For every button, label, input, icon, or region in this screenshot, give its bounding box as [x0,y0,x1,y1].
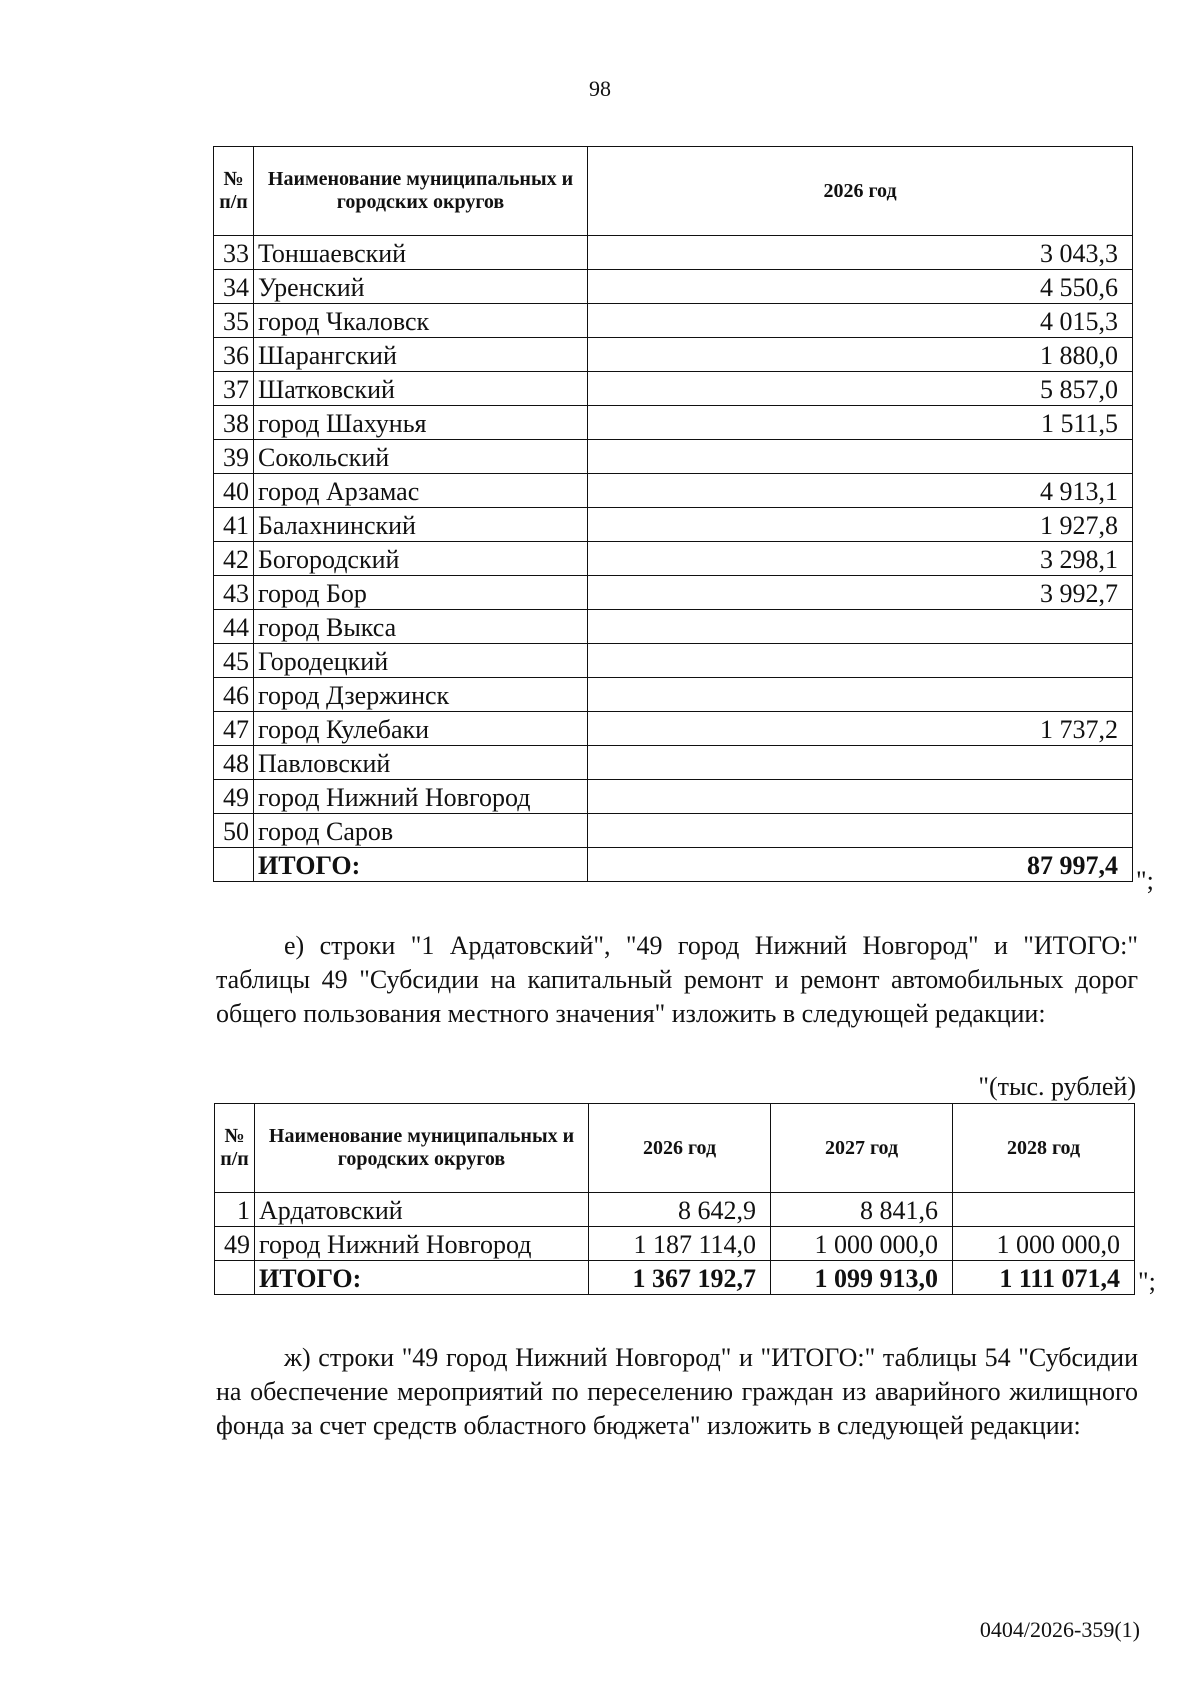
row-number: 43 [214,576,254,610]
table-row [215,1227,1135,1261]
total-empty-cell [215,1261,255,1295]
row-value-2028: 1 000 000,0 [953,1227,1135,1261]
row-number: 33 [214,236,254,270]
document-code: 0404/2026-359(1) [979,1617,1140,1642]
total-value-2026: 1 367 192,7 [589,1261,771,1295]
row-name: Богородский [254,542,588,576]
row-value-2026: 1 927,8 [588,508,1133,542]
row-number: 48 [214,746,254,780]
row-name: город Кулебаки [254,712,588,746]
table-row [215,1193,1135,1227]
row-value-2026 [588,814,1133,848]
row-number: 36 [214,338,254,372]
header-num: № п/п [214,147,254,236]
row-name: город Шахунья [254,406,588,440]
row-value-2028 [953,1193,1135,1227]
paragraph-zh-text: ж) строки "49 город Нижний Новгород" и "ИТОГО:" таблицы 54 "Субсидии на обеспечение мероприятий по переселению граждан из аварийного жилищного фонда за счет средств областного бюджета" изложить в следующей редакции: [216,1343,1138,1440]
total-value-2026: 87 997,4 [588,848,1133,882]
row-number: 49 [215,1227,255,1261]
total-value-2028: 1 111 071,4 [953,1261,1135,1295]
row-name: Сокольский [254,440,588,474]
page-number: 98 [589,76,611,101]
row-value-2026: 1 187 114,0 [589,1227,771,1261]
row-number: 35 [214,304,254,338]
row-name: Шарангский [254,338,588,372]
row-name: Тоншаевский [254,236,588,270]
row-name: город Дзержинск [254,678,588,712]
row-name: город Саров [254,814,588,848]
table-row [214,780,1133,814]
table-row [214,406,1133,440]
header-2028: 2028 год [953,1104,1135,1193]
row-number: 41 [214,508,254,542]
paragraph-zh [216,1341,1138,1443]
header-name: Наименование муниципальных и городских округов [255,1104,589,1193]
table-row [214,440,1133,474]
row-name: город Нижний Новгород [255,1227,589,1261]
total-row [214,848,1133,882]
row-name: Балахнинский [254,508,588,542]
row-value-2026: 4 015,3 [588,304,1133,338]
table-row [214,270,1133,304]
table-body [215,1193,1135,1295]
table-row [214,372,1133,406]
table-header-row [214,147,1133,236]
table-header-row [215,1104,1135,1193]
row-value-2027: 1 000 000,0 [771,1227,953,1261]
row-number: 46 [214,678,254,712]
total-value-2027: 1 099 913,0 [771,1261,953,1295]
row-value-2026 [588,644,1133,678]
units-note: "(тыс. рублей) [978,1072,1136,1101]
row-number: 34 [214,270,254,304]
row-value-2026: 1 737,2 [588,712,1133,746]
table-row [214,814,1133,848]
row-value-2026: 3 298,1 [588,542,1133,576]
closing-quote: "; [1138,1267,1156,1296]
row-value-2026: 1 880,0 [588,338,1133,372]
row-value-2026: 5 857,0 [588,372,1133,406]
row-name: город Нижний Новгород [254,780,588,814]
road-repair-table [214,1103,1135,1295]
row-number: 50 [214,814,254,848]
row-number: 1 [215,1193,255,1227]
row-name: Павловский [254,746,588,780]
header-num: № п/п [215,1104,255,1193]
total-row [215,1261,1135,1295]
row-name: Городецкий [254,644,588,678]
row-value-2026 [588,746,1133,780]
row-value-2026 [588,678,1133,712]
table-row [214,644,1133,678]
row-value-2026 [588,610,1133,644]
row-value-2027: 8 841,6 [771,1193,953,1227]
header-2026: 2026 год [588,147,1133,236]
row-name: город Выкса [254,610,588,644]
paragraph-e [216,929,1138,1031]
row-number: 39 [214,440,254,474]
closing-quote: "; [1136,866,1154,895]
table-row [214,474,1133,508]
row-value-2026: 4 550,6 [588,270,1133,304]
row-number: 44 [214,610,254,644]
row-number: 49 [214,780,254,814]
table-row [214,304,1133,338]
table-row [214,576,1133,610]
table-row [214,712,1133,746]
row-value-2026: 1 511,5 [588,406,1133,440]
row-number: 45 [214,644,254,678]
subsidy-table-2026 [213,146,1133,882]
table-row [214,610,1133,644]
row-number: 42 [214,542,254,576]
header-2027: 2027 год [771,1104,953,1193]
row-value-2026 [588,440,1133,474]
row-name: город Арзамас [254,474,588,508]
row-name: город Бор [254,576,588,610]
table-row [214,542,1133,576]
table-row [214,236,1133,270]
row-name: Ардатовский [255,1193,589,1227]
row-name: Шатковский [254,372,588,406]
row-value-2026: 4 913,1 [588,474,1133,508]
total-label: ИТОГО: [254,848,588,882]
header-2026: 2026 год [589,1104,771,1193]
paragraph-e-text: е) строки "1 Ардатовский", "49 город Нижний Новгород" и "ИТОГО:" таблицы 49 "Субсидии на капитальный ремонт и ремонт автомобильных дорог общего пользования местного значения" изложить в следующей редакции: [216,931,1138,1028]
row-value-2026: 8 642,9 [589,1193,771,1227]
table-body [214,236,1133,882]
row-number: 40 [214,474,254,508]
row-name: Уренский [254,270,588,304]
table-row [214,338,1133,372]
table-row [214,508,1133,542]
header-name: Наименование муниципальных и городских округов [254,147,588,236]
row-value-2026 [588,780,1133,814]
row-number: 47 [214,712,254,746]
row-value-2026: 3 043,3 [588,236,1133,270]
row-number: 38 [214,406,254,440]
total-label: ИТОГО: [255,1261,589,1295]
row-name: город Чкаловск [254,304,588,338]
row-number: 37 [214,372,254,406]
table-row [214,746,1133,780]
row-value-2026: 3 992,7 [588,576,1133,610]
total-empty-cell [214,848,254,882]
table-row [214,678,1133,712]
